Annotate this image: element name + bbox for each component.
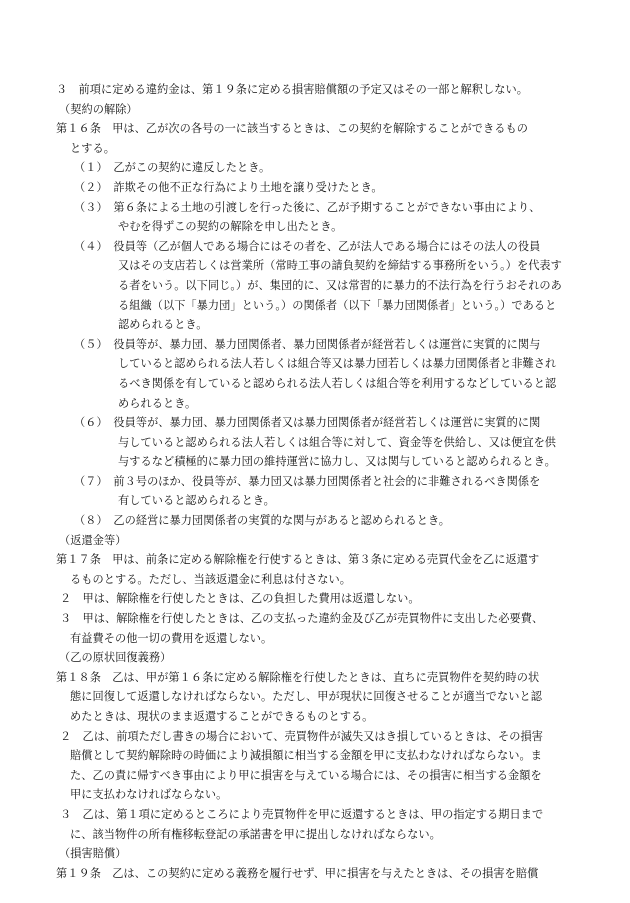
text-line: 与するなど積極的に暴力団の維持運営に協力し、又は関与していると認められるとき。 xyxy=(118,455,556,469)
text-line: （３） 第６条による土地の引渡しを行った後に、乙が予期することができない事由により、 xyxy=(74,200,541,214)
section-heading xyxy=(56,100,576,120)
text-line: （２） 詐欺その他不正な行為により土地を譲り受けたとき。 xyxy=(74,180,383,194)
text-line: （５） 役員等が、暴力団、暴力団関係者、暴力団関係者が経営若しくは運営に実質的に関与 xyxy=(74,337,541,351)
section-heading-text: （返還金等） xyxy=(59,533,127,547)
text-line: 賠償として契約解除時の時価により減損額に相当する金額を甲に支払わなければならない。ま xyxy=(70,749,542,763)
text-line: るものとする。ただし、当該返還金に利息は付さない。 xyxy=(70,572,351,586)
text-line: していると認められる法人若しくは組合等又は暴力団若しくは暴力団関係者と非難され xyxy=(118,357,557,371)
text-line: 第１９条 乙は、この契約に定める義務を履行せず、甲に損害を与えたときは、その損害を賠償 xyxy=(56,866,539,880)
text-line: （６） 役員等が、暴力団、暴力団関係者又は暴力団関係者が経営若しくは運営に実質的に関 xyxy=(74,416,541,430)
text-line: （７） 前３号のほか、役員等が、暴力団又は暴力団関係者と社会的に非難されるべき関係を xyxy=(74,474,541,488)
list-item xyxy=(56,472,576,511)
section-heading xyxy=(56,648,576,668)
text-line: ３ 乙は、第１項に定めるところにより売買物件を甲に返還するときは、甲の指定する期日まで xyxy=(60,807,544,821)
text-line: めたときは、現状のまま返還することができるものとする。 xyxy=(70,710,374,723)
sub-paragraph xyxy=(56,609,576,648)
text-line: められるとき。 xyxy=(118,396,197,410)
sub-paragraph xyxy=(56,805,576,844)
text-line: 有していると認められるとき。 xyxy=(118,494,275,508)
article-paragraph xyxy=(56,864,576,884)
text-line: とする。 xyxy=(70,141,115,155)
text-line: るべき関係を有していると認められる法人若しくは組合等を利用するなどしていると認 xyxy=(118,376,557,390)
list-item xyxy=(56,158,576,178)
section-heading-text: （乙の原状回復義務） xyxy=(59,651,172,665)
text-line: ２ 乙は、前項ただし書きの場合において、売買物件が滅失又はき損しているときは、その損害 xyxy=(60,729,543,743)
text-line: 又はその支店若しくは営業所（常時工事の請負契約を締結する事務所をいう。）を代表す xyxy=(118,259,562,273)
text-line: ２ 甲は、解除権を行使したときは、乙の負担した費用は返還しない。 xyxy=(60,592,420,606)
text-line: ３ 前項に定める違約金は、第１９条に定める損害賠償額の予定又はその一部と解釈しない。 xyxy=(56,83,528,96)
clause-paragraph xyxy=(56,80,576,100)
text-line: る者をいう。以下同じ。）が、集団的に、又は常習的に暴力的不法行為を行うおそれのあ xyxy=(118,278,562,292)
list-item xyxy=(56,237,576,335)
text-line: （４） 役員等（乙が個人である場合にはその者を、乙が法人である場合にはその法人の役員 xyxy=(74,239,541,253)
text-line: やむを得ずこの契約の解除を申し出たとき。 xyxy=(118,220,343,234)
section-heading-text: （契約の解除） xyxy=(59,102,138,116)
list-item xyxy=(56,511,576,531)
text-line: 与していると認められる法人若しくは組合等に対して、資金等を供給し、又は便宜を供 xyxy=(118,435,557,449)
article-paragraph xyxy=(56,550,576,589)
section-heading-text: （損害賠償） xyxy=(59,847,127,861)
section-heading xyxy=(56,531,576,551)
list-item xyxy=(56,178,576,198)
text-line: た、乙の責に帰すべき事由により甲に損害を与えている場合には、その損害に相当する金額を xyxy=(70,768,542,782)
section-heading xyxy=(56,844,576,864)
list-item xyxy=(56,198,576,237)
text-line: 態に回復して返還しなければならない。ただし、甲が現状に回復させることが適当でないと認 xyxy=(70,690,542,704)
list-item xyxy=(56,413,576,472)
text-line: 第１８条 乙は、甲が第１６条に定める解除権を行使したときは、直ちに売買物件を契約時の状 xyxy=(56,670,540,684)
list-item xyxy=(56,335,576,413)
text-line: （１） 乙がこの契約に違反したとき。 xyxy=(74,161,271,175)
text-line: る組織（以下「暴力団」という。）の関係者（以下「暴力団関係者」という。）であると xyxy=(118,298,557,312)
contract-document xyxy=(56,80,576,883)
text-line: 認められるとき。 xyxy=(118,318,208,332)
text-line: ３ 甲は、解除権を行使したときは、乙の支払った違約金及び乙が売買物件に支出した必要費、 xyxy=(60,612,544,626)
sub-paragraph xyxy=(56,589,576,609)
text-line: に、該当物件の所有権移転登記の承諾書を甲に提出しなければならない。 xyxy=(70,827,441,841)
sub-paragraph xyxy=(56,727,576,805)
text-line: 第１６条 甲は、乙が次の各号の一に該当するときは、この契約を解除することができるもの xyxy=(56,122,528,136)
article-paragraph xyxy=(56,668,576,727)
article-paragraph xyxy=(56,119,576,158)
text-line: 甲に支払わなければならない。 xyxy=(70,788,228,802)
text-line: 有益費その他一切の費用を返還しない。 xyxy=(70,631,273,645)
text-line: （８） 乙の経営に暴力団関係者の実質的な関与があると認められるとき。 xyxy=(74,514,451,528)
text-line: 第１７条 甲は、前条に定める解除権を行使するときは、第３条に定める売買代金を乙に返還す xyxy=(56,553,540,567)
